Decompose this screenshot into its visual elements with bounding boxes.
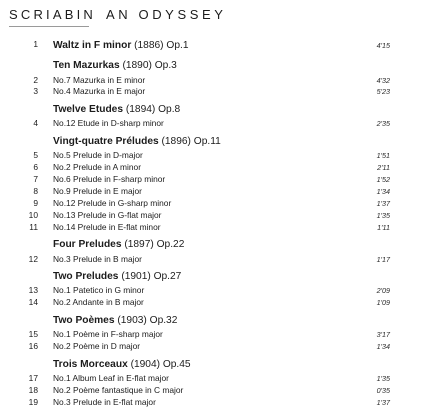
track-row xyxy=(0,162,427,173)
track-row xyxy=(0,39,427,52)
track-number: 6 xyxy=(33,162,38,173)
track-title: No.1 Album Leaf in E-flat major xyxy=(53,373,169,383)
composer-name: SCRIABIN xyxy=(9,7,97,22)
work-name: Two Preludes xyxy=(53,270,119,282)
track-number: 7 xyxy=(33,174,38,184)
track-title: No.13 Prelude in G-flat major xyxy=(53,209,162,220)
track-duration: 5'23 xyxy=(376,87,390,97)
track-row xyxy=(0,150,427,161)
track-row xyxy=(0,86,427,97)
track-duration: 1'35 xyxy=(376,374,390,383)
track-number: 12 xyxy=(28,253,38,264)
work-name: Twelve Etudes xyxy=(53,103,124,115)
track-number: 16 xyxy=(28,341,38,352)
track-row xyxy=(0,75,427,86)
track-row xyxy=(0,329,427,340)
work-details: (1890) Op.3 xyxy=(119,60,177,71)
track-row xyxy=(0,118,427,129)
track-number: 10 xyxy=(28,209,38,220)
track-title: No.1 Patetico in G minor xyxy=(53,285,145,296)
track-row xyxy=(0,373,427,384)
work-name: Waltz in F minor xyxy=(53,40,132,51)
track-number: 17 xyxy=(28,373,38,383)
work-details: (1897) Op.22 xyxy=(121,239,185,250)
track-duration: 1'17 xyxy=(376,254,390,264)
track-row xyxy=(0,174,427,185)
track-number: 8 xyxy=(33,185,38,196)
track-number: 4 xyxy=(33,118,38,129)
track-duration: 1'34 xyxy=(376,186,390,196)
track-title: No.2 Prelude in A minor xyxy=(53,162,141,173)
track-title: No.3 Prelude in B major xyxy=(53,253,142,264)
track-number: 11 xyxy=(29,221,38,232)
track-duration: 4'15 xyxy=(376,41,390,50)
track-number: 1 xyxy=(33,39,38,49)
track-duration: 1'35 xyxy=(376,210,390,220)
work-name: Vingt-quatre Préludes xyxy=(53,135,159,147)
work-heading xyxy=(53,238,184,251)
work-heading xyxy=(53,270,181,283)
track-duration: 1'34 xyxy=(376,342,390,352)
track-duration: 1'51 xyxy=(376,151,390,161)
work-details: (1894) Op.8 xyxy=(123,103,181,115)
track-row xyxy=(0,341,427,352)
track-title: No.7 Mazurka in E minor xyxy=(53,74,146,85)
track-number: 2 xyxy=(33,74,38,85)
track-row xyxy=(0,186,427,197)
work-name: Trois Morceaux xyxy=(53,358,128,370)
track-row xyxy=(0,285,427,296)
track-title: No.12 Prelude in G-sharp minor xyxy=(53,197,172,208)
track-title: No.9 Prelude in E major xyxy=(53,185,142,196)
track-duration: 3'17 xyxy=(376,330,390,340)
work-details: (1901) Op.27 xyxy=(118,270,182,282)
track-duration: 2'11 xyxy=(377,163,390,173)
track-title: No.1 Poème in F-sharp major xyxy=(53,329,163,340)
work-name: Four Preludes xyxy=(53,239,122,250)
work-heading xyxy=(53,135,221,148)
track-title: No.6 Prelude in F-sharp minor xyxy=(53,174,166,184)
title-underline xyxy=(9,26,89,27)
album-subtitle: AN ODYSSEY xyxy=(106,7,227,22)
track-title: No.12 Etude in D-sharp minor xyxy=(53,118,164,129)
work-heading xyxy=(53,59,177,72)
work-heading xyxy=(53,358,191,371)
track-row xyxy=(0,297,427,308)
track-number: 15 xyxy=(28,329,38,340)
track-title: No.4 Mazurka in E major xyxy=(53,86,146,97)
album-title xyxy=(9,7,227,22)
work-heading xyxy=(53,314,177,327)
work-details: (1904) Op.45 xyxy=(127,358,191,370)
track-duration: 2'35 xyxy=(376,119,390,129)
track-number: 3 xyxy=(33,86,38,97)
track-duration: 4'32 xyxy=(376,75,390,85)
track-number: 19 xyxy=(28,396,38,407)
track-title: No.2 Poème in D major xyxy=(53,341,141,352)
track-row xyxy=(0,385,427,396)
track-duration: 1'37 xyxy=(376,198,390,208)
track-number: 5 xyxy=(33,150,38,161)
work-heading xyxy=(53,103,180,116)
work-details: (1903) Op.32 xyxy=(114,314,178,326)
work-name: Two Poèmes xyxy=(53,314,115,326)
track-row xyxy=(0,397,427,408)
track-row xyxy=(0,210,427,221)
track-title: No.2 Poème fantastique in C major xyxy=(53,384,184,395)
track-duration: 1'09 xyxy=(376,298,390,308)
track-row xyxy=(0,254,427,265)
track-title: No.2 Andante in B major xyxy=(53,297,144,308)
track-number: 13 xyxy=(28,285,38,296)
track-row xyxy=(0,222,427,233)
track-duration: 1'11 xyxy=(377,222,390,232)
track-title: No.5 Prelude in D-major xyxy=(53,150,143,161)
track-duration: 2'09 xyxy=(376,286,390,296)
work-details: (1886) Op.1 xyxy=(131,40,189,51)
track-row xyxy=(0,198,427,209)
work-name: Ten Mazurkas xyxy=(53,60,120,71)
track-duration: 0'35 xyxy=(376,385,390,395)
track-duration: 1'52 xyxy=(376,175,390,184)
track-duration: 1'37 xyxy=(376,397,390,407)
track-title: No.3 Prelude in E-flat major xyxy=(53,396,156,407)
track-number: 18 xyxy=(28,384,38,395)
work-details: (1896) Op.11 xyxy=(158,135,221,147)
work-title xyxy=(53,39,189,52)
track-title: No.14 Prelude in E-flat minor xyxy=(53,221,161,232)
track-number: 9 xyxy=(33,197,38,208)
track-number: 14 xyxy=(28,297,38,308)
